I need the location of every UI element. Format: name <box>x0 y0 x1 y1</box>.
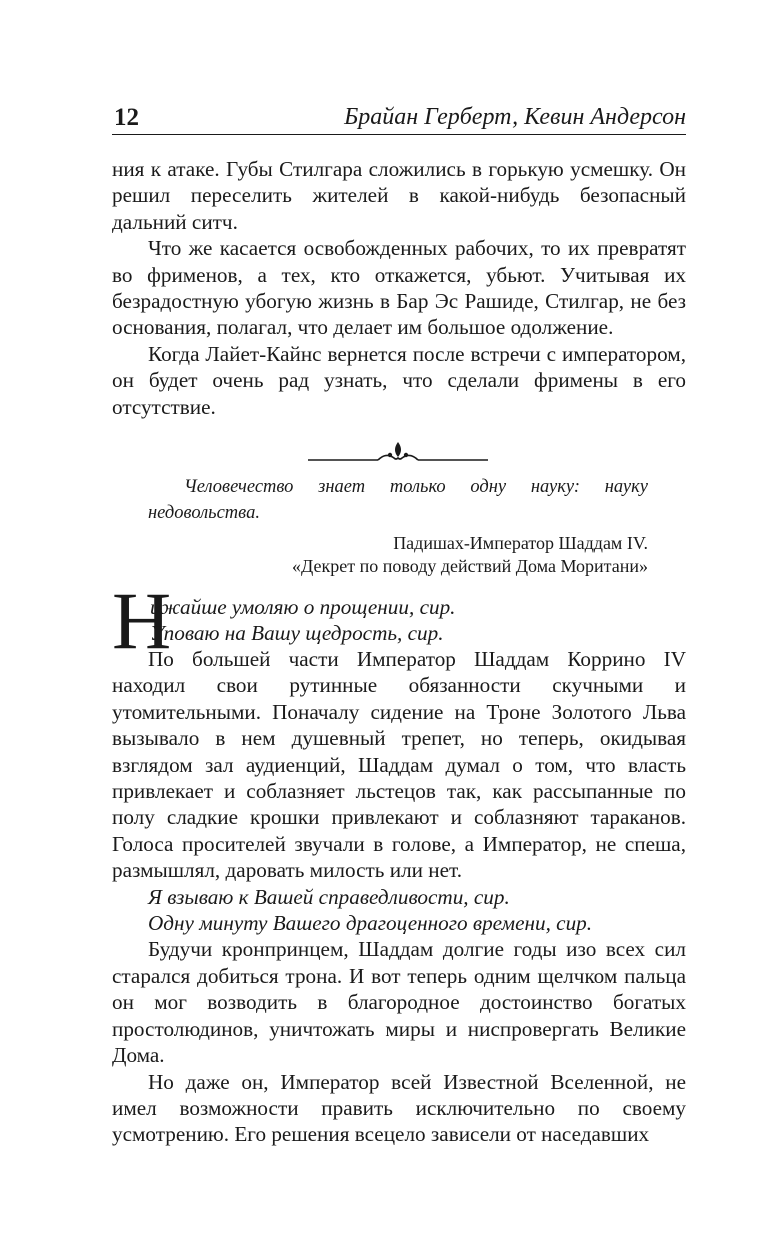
page-header <box>112 96 686 136</box>
drop-cap: Н <box>112 575 172 666</box>
paragraph-continuation: ния к атаке. Губы Стилгара сложились в горькую усмешку. Он решил переселить жителей в какой-нибудь безопасный дальний ситч. <box>112 157 686 234</box>
ornament-divider <box>308 438 488 468</box>
epigraph-quote: Человечество знает только одну науку: науку недовольства. <box>148 477 648 523</box>
italic-plea: Одну минуту Вашего драгоценного времени, сир. <box>148 911 593 936</box>
chapter-opening <box>112 575 686 666</box>
paragraph: Будучи кронпринцем, Шаддам долгие годы изо всех сил старался добиться трона. И вот теперь одним щелчком пальца он мог возводить в благородное достоинство богатых простолюдинов, уничтожать миры и ниспровергать Великие Дома. <box>112 937 686 1068</box>
paragraph: Когда Лайет-Кайнс вернется после встречи с императором, он будет очень рад узнать, что сделали фримены в его отсутствие. <box>112 341 686 419</box>
italic-plea-line: Уповаю на Вашу щедрость, сир. <box>150 621 444 645</box>
paragraph: Но даже он, Император всей Известной Вселенной, не имел возможности править исключительно по своему усмотрению. Его решения всецело зависели от наседавших <box>112 1069 686 1147</box>
header-rule <box>112 134 686 135</box>
epigraph-author: Падишах-Император Шаддам IV. <box>393 533 648 553</box>
epigraph-source: «Декрет по поводу действий Дома Моритани» <box>292 556 648 576</box>
opening-text <box>112 156 686 420</box>
running-head: Брайан Герберт, Кевин Андерсон <box>344 104 686 130</box>
paragraph: Что же касается освобожденных рабочих, то их превратят во фрименов, а тех, кто откажется, убьют. Учитывая их безрадостную убогую жизнь в Бар Эс Рашиде, Стилгар, не без основания, полагал, что делает им большое одолжение. <box>112 236 686 340</box>
paragraph: По большей части Император Шаддам Коррино IV находил свои рутинные обязанности скучными и утомительными. Поначалу сидение на Троне Золотого Льва вызывало в нем душевный трепет, но теперь, окидывая взглядом зал аудиенций, Шаддам думал о том, что власть привлекает и соблазняет льстецов так, как рассыпанные по полу сладкие крошки привлекают и соблазняют тараканов. Голоса просителей звучали в голове, а Император, не спеша, размышлял, даровать милость или нет. <box>112 647 686 883</box>
italic-plea-line: ижайше умоляю о прощении, сир. <box>150 595 456 619</box>
page-number: 12 <box>114 104 139 131</box>
chapter-body <box>112 646 686 1148</box>
italic-plea: Я взываю к Вашей справедливости, сир. <box>148 884 510 909</box>
